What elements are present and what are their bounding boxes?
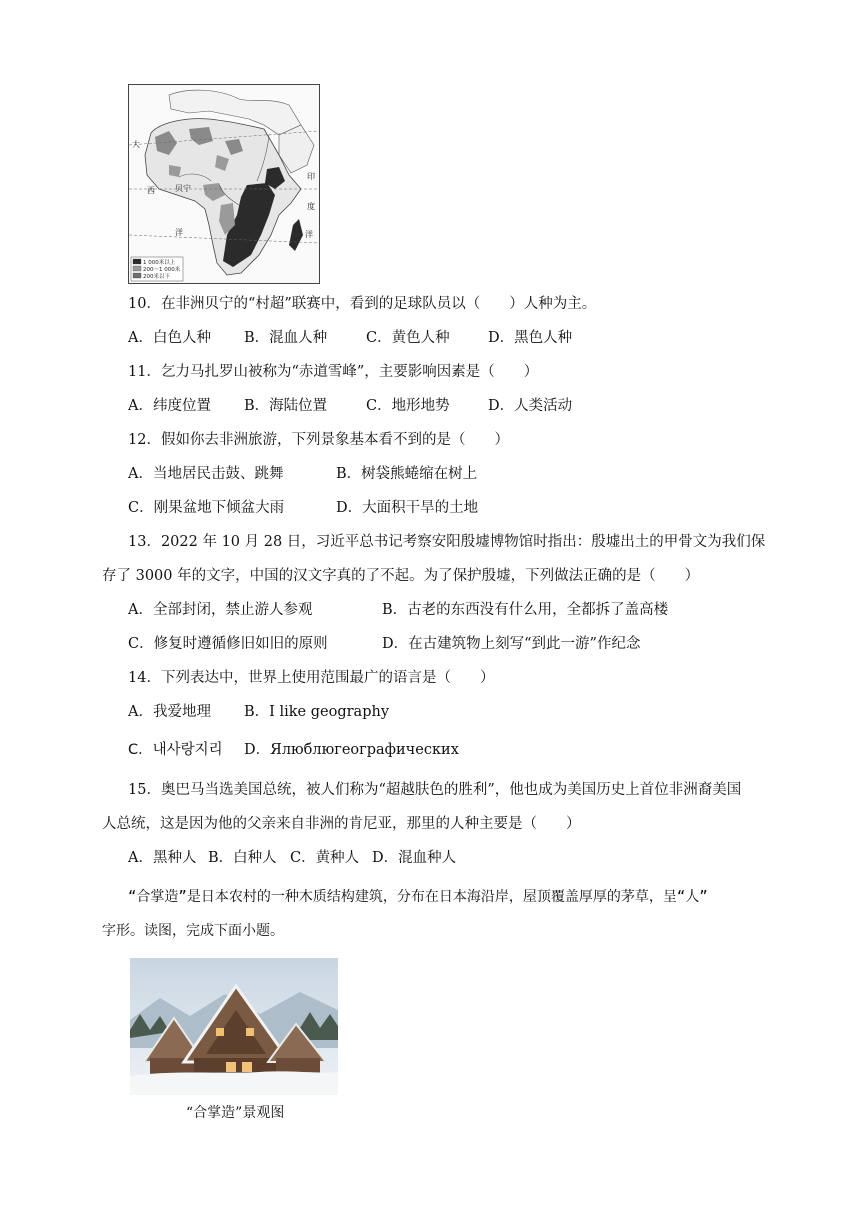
map-legend [131, 257, 183, 281]
question-13-stem-line2: 存了 3000 年的文字，中国的汉文字真的了不起。为了保护殷墟，下列做法正确的是（ ） [102, 568, 700, 584]
q14-option-c[interactable]: C．내사랑지리 [128, 742, 223, 758]
q15-option-a[interactable]: A．黑种人 [128, 850, 197, 866]
photo-caption: “合掌造”景观图 [186, 1105, 285, 1121]
passage-line1: “合掌造”是日本农村的一种木质结构建筑，分布在日本海沿岸，屋顶覆盖厚厚的茅草，呈“人” [128, 889, 708, 905]
map-label-atlantic-1: 大 [132, 140, 140, 149]
q15-option-b[interactable]: B．白种人 [208, 850, 277, 866]
q12-option-c[interactable]: C．刚果盆地下倾盆大雨 [128, 500, 285, 516]
question-11-stem: 11．乞力马扎罗山被称为“赤道雪峰”，主要影响因素是（ ） [128, 364, 539, 380]
q15-option-c[interactable]: C．黄种人 [290, 850, 360, 866]
map-label-atlantic-3: 洋 [175, 228, 183, 237]
q15-option-d[interactable]: D．混血种人 [372, 850, 457, 866]
legend-label-2: 200～1 000米 [143, 267, 181, 273]
q10-option-c[interactable]: C．黄色人种 [366, 330, 450, 346]
question-14-stem: 14．下列表达中，世界上使用范围最广的语言是（ ） [128, 670, 495, 686]
q11-option-b[interactable]: B．海陆位置 [244, 398, 328, 414]
q12-option-b[interactable]: B．树袋熊蜷缩在树上 [336, 466, 478, 482]
q12-option-d[interactable]: D．大面积干旱的土地 [336, 500, 479, 516]
q13-option-d[interactable]: D．在古建筑物上刻写“到此一游”作纪念 [382, 636, 641, 652]
map-label-benin: 贝宁 [175, 184, 191, 193]
legend-swatch-2 [133, 266, 141, 271]
question-12-stem: 12．假如你去非洲旅游，下列景象基本看不到的是（ ） [128, 432, 509, 448]
q11-option-c[interactable]: C．地形地势 [366, 398, 450, 414]
q13-option-b[interactable]: B．古老的东西没有什么用，全都拆了盖高楼 [382, 602, 669, 618]
q11-option-d[interactable]: D．人类活动 [488, 398, 573, 414]
map-label-indian-1: 印 [307, 172, 315, 181]
question-10-stem: 10．在非洲贝宁的“村超”联赛中，看到的足球队员以（ ）人种为主。 [128, 296, 597, 312]
q14-option-b[interactable]: B．I like geography [244, 704, 390, 720]
legend-swatch-3 [133, 273, 141, 278]
legend-label-1: 1 000米以上 [143, 260, 176, 266]
q13-option-a[interactable]: A．全部封闭，禁止游人参观 [128, 602, 313, 618]
question-15-stem-line2: 人总统，这是因为他的父亲来自非洲的肯尼亚，那里的人种主要是（ ） [102, 816, 581, 832]
q10-option-b[interactable]: B．混血人种 [244, 330, 328, 346]
q10-option-d[interactable]: D．黑色人种 [488, 330, 573, 346]
gassho-zukuri-photo [130, 958, 338, 1095]
africa-relief-map [128, 84, 320, 284]
legend-swatch-1 [133, 259, 141, 264]
question-15-stem-line1: 15．奥巴马当选美国总统，被人们称为“超越肤色的胜利”，他也成为美国历史上首位非洲裔美国 [128, 782, 742, 798]
question-13-stem-line1: 13．2022 年 10 月 28 日，习近平总书记考察安阳殷墟博物馆时指出：殷墟出土的甲骨文为我们保 [128, 534, 766, 550]
q14-option-d[interactable]: D．Ялюблюгеографических [244, 742, 459, 758]
q14-option-a[interactable]: A．我爱地理 [128, 704, 211, 720]
map-label-indian-2: 度 [307, 202, 315, 211]
q12-option-a[interactable]: A．当地居民击鼓、跳舞 [128, 466, 284, 482]
q11-option-a[interactable]: A．纬度位置 [128, 398, 211, 414]
q10-option-a[interactable]: A．白色人种 [128, 330, 211, 346]
passage-line2: 字形。读图，完成下面小题。 [102, 923, 284, 939]
map-label-indian-3: 洋 [305, 230, 313, 239]
q13-option-c[interactable]: C．修复时遵循修旧如旧的原则 [128, 636, 328, 652]
legend-label-3: 200米以下 [143, 274, 170, 280]
map-label-atlantic-2: 西 [147, 186, 155, 195]
